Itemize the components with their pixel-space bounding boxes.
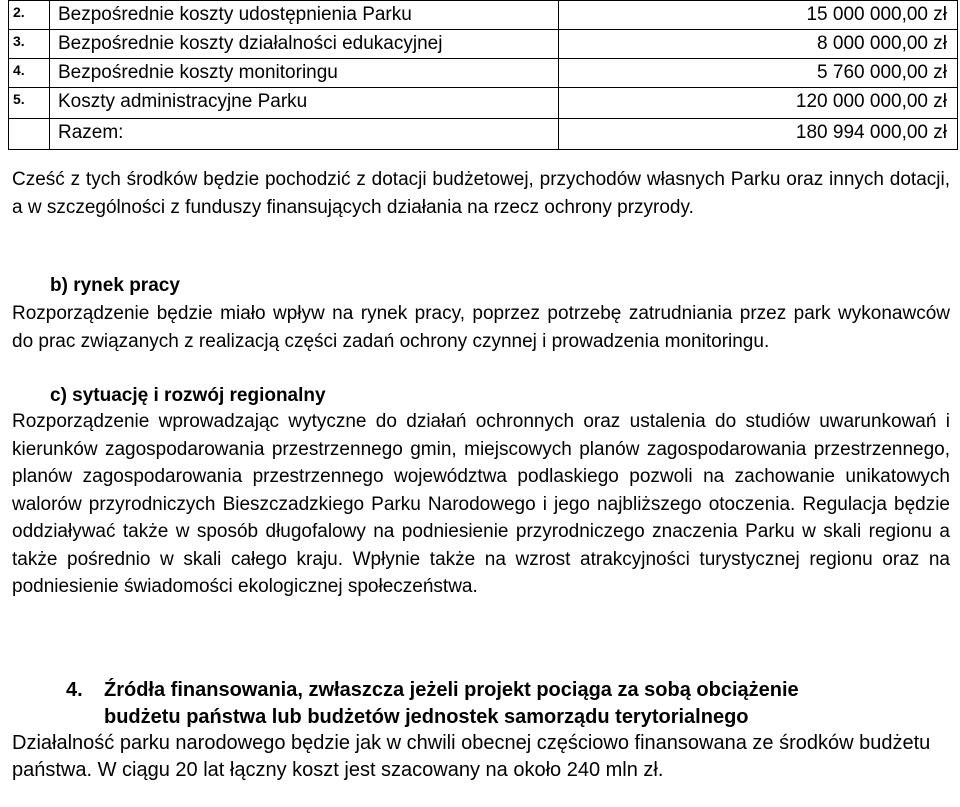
section-4-paragraph: Działalność parku narodowego będzie jak w chwili obecnej częściowo finansowana ze środków budżetu państwa. W ciągu 20 lat łączny koszt jest szacowany na około 240 mln zł. (12, 732, 931, 781)
table-row-total (9, 119, 958, 150)
section-b-paragraph: Rozporządzenie będzie miało wpływ na rynek pracy, poprzez potrzebę zatrudniania przez park wykonawców do prac związanych z realizacją części zadań ochrony czynnej i prowadzenia monitoringu. (12, 303, 950, 352)
table-row (9, 1, 958, 30)
row-label: Bezpośrednie koszty udostępnienia Parku (50, 1, 559, 30)
row-label: Bezpośrednie koszty działalności edukacyjnej (50, 30, 559, 59)
section-4-heading-line1: Źródła finansowania, zwłaszcza jeżeli projekt pociąga za sobą obciążenie (104, 679, 799, 701)
section-c-paragraph: Rozporządzenie wprowadzając wytyczne do działań ochronnych oraz ustalenia do studiów uwarunkowań i kierunków zagospodarowania przestrzennego gmin, miejscowych planów zagospodarowania przestrzennego, planów zagospodarowania przestrzennego województwa podlaskiego pozwoli na zachowanie unikatowych walorów przyrodniczych Bieszczadzkiego Parku Narodowego i jego najbliższego otoczenia. Regulacja będzie oddziaływać także w sposób długofalowy na podniesienie przyrodniczego znaczenia Parku w skali regionu a także pośrednio w skali całego kraju. Wpłynie także na wzrost atrakcyjności turystycznej regionu oraz na podniesienie świadomości ekologicznej społeczeństwa. (12, 411, 950, 597)
row-number (9, 119, 50, 150)
row-number: 2. (9, 1, 50, 30)
section-4-heading-line2: budżetu państwa lub budżetów jednostek samorządu terytorialnego (104, 706, 749, 728)
funding-note-paragraph: Cześć z tych środków będzie pochodzić z dotacji budżetowej, przychodów własnych Parku oraz innych dotacji, a w szczególności z funduszy finansujących działania na rzecz ochrony przyrody. (12, 169, 950, 218)
row-number: 4. (9, 59, 50, 88)
table-row (9, 88, 958, 119)
row-amount: 5 760 000,00 zł (559, 59, 958, 88)
cost-table (8, 0, 958, 150)
section-c-heading: c) sytuację i rozwój regionalny (50, 385, 326, 406)
row-number: 3. (9, 30, 50, 59)
row-label: Koszty administracyjne Parku (50, 88, 559, 119)
table-row (9, 30, 958, 59)
row-amount: 8 000 000,00 zł (559, 30, 958, 59)
row-amount: 120 000 000,00 zł (559, 88, 958, 119)
row-label: Razem: (50, 119, 559, 150)
row-amount: 180 994 000,00 zł (559, 119, 958, 150)
row-amount: 15 000 000,00 zł (559, 1, 958, 30)
section-b-heading: b) rynek pracy (50, 275, 180, 296)
table-row (9, 59, 958, 88)
section-4-number: 4. (66, 679, 83, 701)
row-number: 5. (9, 88, 50, 119)
row-label: Bezpośrednie koszty monitoringu (50, 59, 559, 88)
